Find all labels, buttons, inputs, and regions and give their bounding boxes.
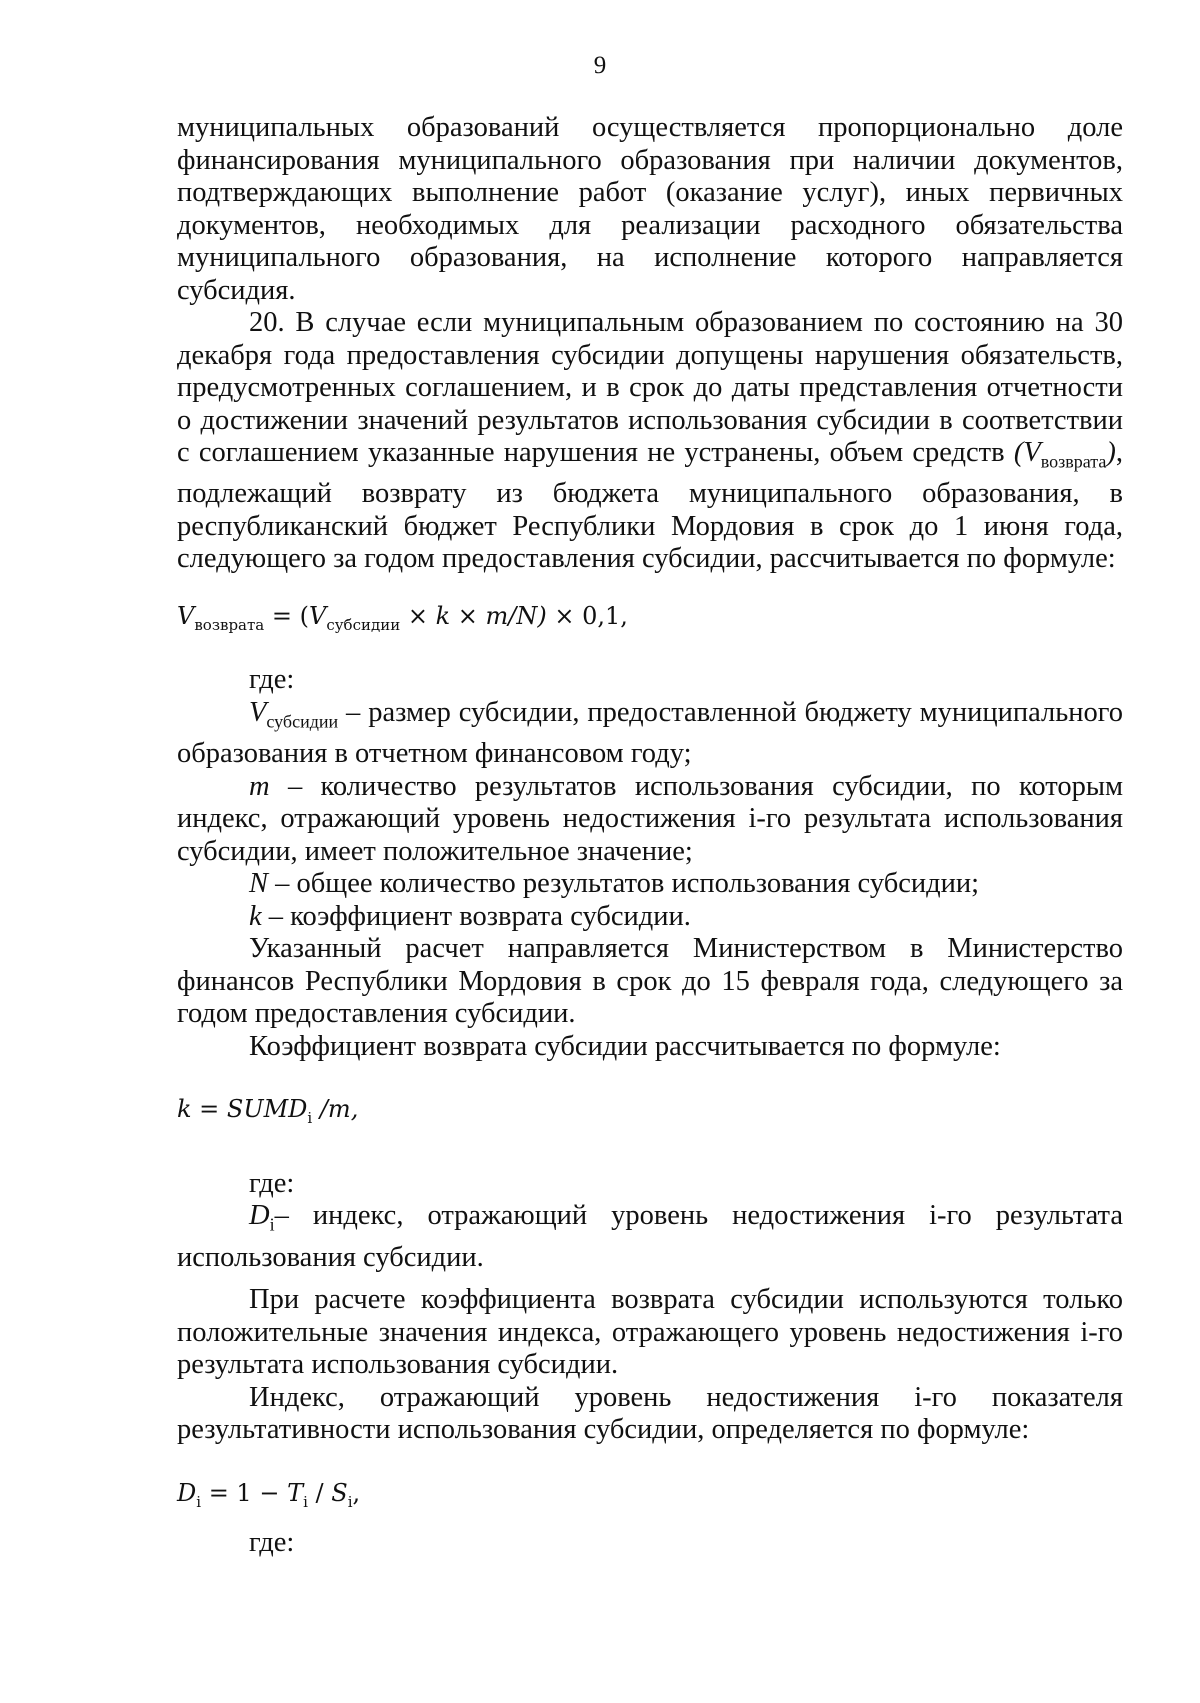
paragraph-index: Индекс, отражающий уровень недостижения i-го показателя результативности использования субсидии, определяется по формуле:: [177, 1381, 1123, 1446]
formula-coefficient: 0,1,: [582, 601, 628, 630]
formula-s-subscript: i: [347, 1492, 353, 1511]
variable-v-return: $(V_{возврата})$: [1013, 437, 1116, 472]
formula-s: S: [331, 1478, 348, 1507]
formula-return-volume: [177, 600, 1123, 641]
definition-di: [177, 1200, 1123, 1274]
paragraph-positive-values: При расчете коэффициента возврата субсидии используются только положительные значения индекса, отражающего уровень недостижения i-го результата использования субсидии.: [177, 1284, 1123, 1381]
definition-k-symbol: k: [249, 900, 262, 932]
paragraph-continuation: муниципальных образований осуществляется пропорционально доле финансирования муниципального образования при наличии документов, подтверждающих выполнение работ (оказание услуг), иных первичных документов, необходимых для реализации расходного обязательства муниципального образования, на исполнение которого направляется субсидия.: [177, 112, 1123, 306]
formula-lhs-subscript: возврата: [194, 615, 265, 634]
where-label: где:: [249, 1527, 295, 1559]
formula-slash: /: [307, 1478, 332, 1507]
page-number: 9: [593, 52, 607, 79]
definition-m-symbol: m: [249, 770, 270, 802]
formula-v-subsidy-subscript: субсидии: [326, 615, 401, 634]
where-label: где:: [249, 664, 295, 696]
definition-k-text: – коэффициент возврата субсидии.: [261, 900, 691, 932]
definition-di-symbol: D: [249, 1200, 270, 1232]
variable-v-return-subscript: возврата: [1040, 451, 1107, 472]
paragraph-20-tail: , подлежащий возврату из бюджета муниципального образования, в республиканский бюджет Республики Мордовия в срок до 1 июня года, следующего за годом предоставления субсидии, рассчитывается по формуле:: [177, 437, 1123, 575]
formula-eq: = (: [264, 601, 309, 630]
variable-v: V: [1023, 437, 1041, 468]
definition-v-subsidy: [177, 697, 1123, 771]
formula-coefficient-k: [177, 1093, 1123, 1134]
definition-m-text: – количество результатов использования субсидии, по которым индекс, отражающий уровень недостижения i-го результата использования субсидии, имеет положительное значение;: [177, 770, 1123, 867]
formula-d-mid: = 1 −: [201, 1478, 288, 1507]
formula-d-subscript: i: [196, 1492, 202, 1511]
formula-k-main: k = SUMD: [177, 1095, 308, 1124]
definition-n: [177, 868, 1123, 901]
paragraph-20: [177, 307, 1123, 576]
where-label: где:: [249, 1167, 295, 1199]
paragraph-coefficient: Коэффициент возврата субсидии рассчитывается по формуле:: [249, 1030, 1001, 1062]
formula-index-di: [177, 1477, 1123, 1518]
definition-n-symbol: N: [249, 868, 269, 900]
formula-t-subscript: i: [303, 1492, 308, 1511]
definition-m: [177, 771, 1123, 869]
definition-k: [177, 901, 1123, 934]
formula-rest: × k × m/N) ×: [400, 601, 583, 630]
paragraph-20-text: 20. В случае если муниципальным образованием по состоянию на 30 декабря года предоставления субсидии допущены нарушения обязательств, предусмотренных соглашением, и в срок до даты представления отчетности о достижении значений результатов использования субсидии в соответствии с соглашением указанные нарушения не устранены, объем средств: [177, 307, 1123, 468]
formula-k-tail: /m,: [312, 1095, 359, 1124]
formula-t: T: [287, 1478, 304, 1507]
definition-v-text: – размер субсидии, предоставленной бюджету муниципального образования в отчетном финансовом году;: [177, 696, 1123, 770]
document-body: [177, 112, 1123, 1560]
formula-d: D: [177, 1478, 197, 1507]
formula-end: ,: [352, 1478, 361, 1507]
definition-di-subscript: i: [269, 1215, 275, 1236]
paragraph-calculation: Указанный расчет направляется Министерством в Министерство финансов Республики Мордовия в срок до 15 февраля года, следующего за годом предоставления субсидии.: [177, 933, 1123, 1030]
formula-lhs: V: [177, 601, 195, 630]
definition-di-text: – индекс, отражающий уровень недостижения i-го результата использования субсидии.: [177, 1200, 1123, 1273]
definition-n-text: – общее количество результатов использования субсидии;: [268, 868, 980, 900]
formula-k-subscript: i: [307, 1108, 313, 1127]
definition-v-subscript: субсидии: [266, 711, 339, 732]
formula-v-subsidy: V: [308, 601, 327, 630]
definition-v-symbol: V: [249, 696, 267, 728]
